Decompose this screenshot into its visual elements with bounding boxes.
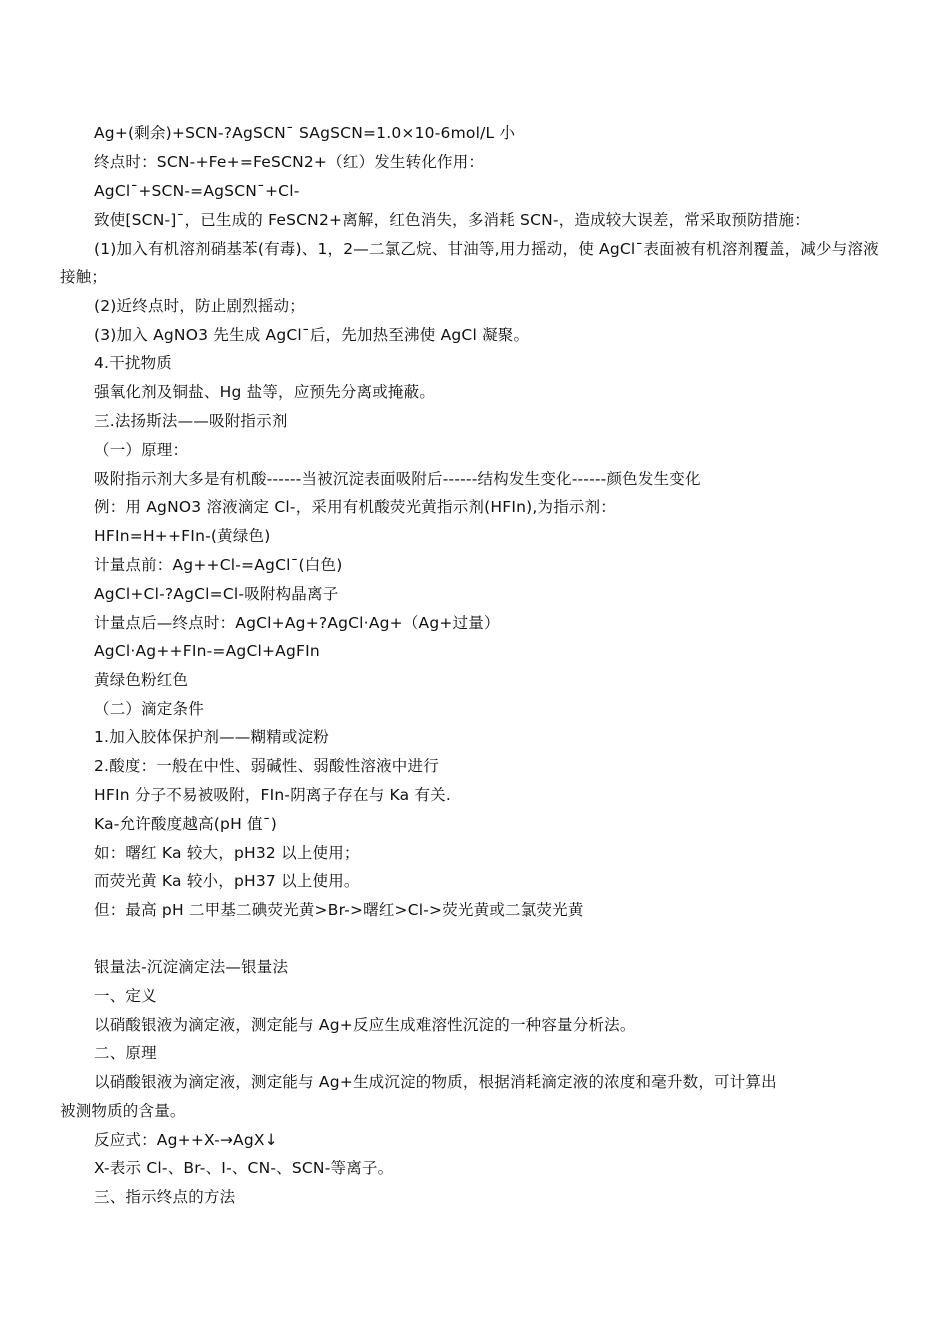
equation-line: AgCl·Ag++FIn-=AgCl+AgFIn (94, 642, 320, 660)
section-heading: 二、原理 (94, 1044, 157, 1062)
equation-line: 计量点后—终点时：AgCl+Ag+?AgCl·Ag+（Ag+过量） (94, 614, 500, 632)
text-line: 强氧化剂及铜盐、Hg 盐等，应预先分离或掩蔽。 (94, 383, 436, 401)
text-line: 例：用 AgNO3 溶液滴定 Cl-，采用有机酸荧光黄指示剂(HFIn),为指示剂： (94, 498, 616, 516)
text-line: X-表示 Cl-、Br-、I-、CN-、SCN-等离子。 (94, 1159, 394, 1177)
section-heading: 三.法扬斯法——吸附指示剂 (94, 412, 288, 430)
text-line: 但：最高 pH 二甲基二碘荧光黄>Br->曙红>Cl->荧光黄或二氯荧光黄 (94, 901, 584, 919)
text-line: 1.加入胶体保护剂——糊精或淀粉 (94, 728, 329, 746)
text-line: 2.酸度：一般在中性、弱碱性、弱酸性溶液中进行 (94, 757, 439, 775)
text-line: 致使[SCN-]¯，已生成的 FeSCN2+离解，红色消失，多消耗 SCN-，造成较大误差，常采取预防措施： (94, 211, 810, 229)
text-line: 吸附指示剂大多是有机酸------当被沉淀表面吸附后------结构发生变化------颜色发生变化 (94, 470, 701, 488)
subsection-heading: （一）原理： (94, 441, 189, 459)
text-line: Ka-允许酸度越高(pH 值¯) (94, 815, 277, 833)
equation-line: 计量点前：Ag++Cl-=AgCl¯(白色) (94, 556, 343, 574)
text-line: HFIn 分子不易被吸附，FIn-阴离子存在与 Ka 有关. (94, 786, 451, 804)
document-title: 银量法-沉淀滴定法—银量法 (94, 958, 289, 976)
text-line: 如：曙红 Ka 较大，pH32 以上使用； (94, 844, 360, 862)
text-line: (3)加入 AgNO3 先生成 AgCl¯后，先加热至沸使 AgCl 凝聚。 (94, 326, 530, 344)
section-heading: 三、指示终点的方法 (94, 1188, 236, 1206)
text-line: (2)近终点时，防止剧烈摇动； (94, 297, 305, 315)
text-line: Ag+(剩余)+SCN-?AgSCN¯ SAgSCN=1.0×10-6mol/L 小 (94, 124, 516, 142)
text-line: 以硝酸银液为滴定液，测定能与 Ag+生成沉淀的物质，根据消耗滴定液的浓度和毫升数，可计算出 (94, 1073, 777, 1091)
text-line-continuation: 被测物质的含量。 (60, 1102, 186, 1120)
text-line: AgCl¯+SCN-=AgSCN¯+Cl- (94, 182, 300, 200)
equation-line: AgCl+Cl-?AgCl=Cl-吸附构晶离子 (94, 585, 339, 603)
section-heading: 一、定义 (94, 987, 157, 1005)
equation-line: 反应式：Ag++X-→AgX↓ (94, 1131, 278, 1149)
text-line: 黄绿色粉红色 (94, 671, 189, 689)
text-line: 而荧光黄 Ka 较小，pH37 以上使用。 (94, 872, 360, 890)
text-line: 以硝酸银液为滴定液，测定能与 Ag+反应生成难溶性沉淀的一种容量分析法。 (94, 1016, 636, 1034)
equation-line: HFIn=H++FIn-(黄绿色) (94, 527, 271, 545)
section-heading: 4.干扰物质 (94, 354, 172, 372)
text-line-continuation: 接触； (60, 268, 108, 286)
text-line: (1)加入有机溶剂硝基苯(有毒)、1，2—二氯乙烷、甘油等,用力摇动，使 AgCl¯表面被有机溶剂覆盖，减少与溶液 (94, 240, 879, 258)
text-line: 终点时：SCN-+Fe+=FeSCN2+（红）发生转化作用： (94, 153, 485, 171)
subsection-heading: （二）滴定条件 (94, 700, 204, 718)
